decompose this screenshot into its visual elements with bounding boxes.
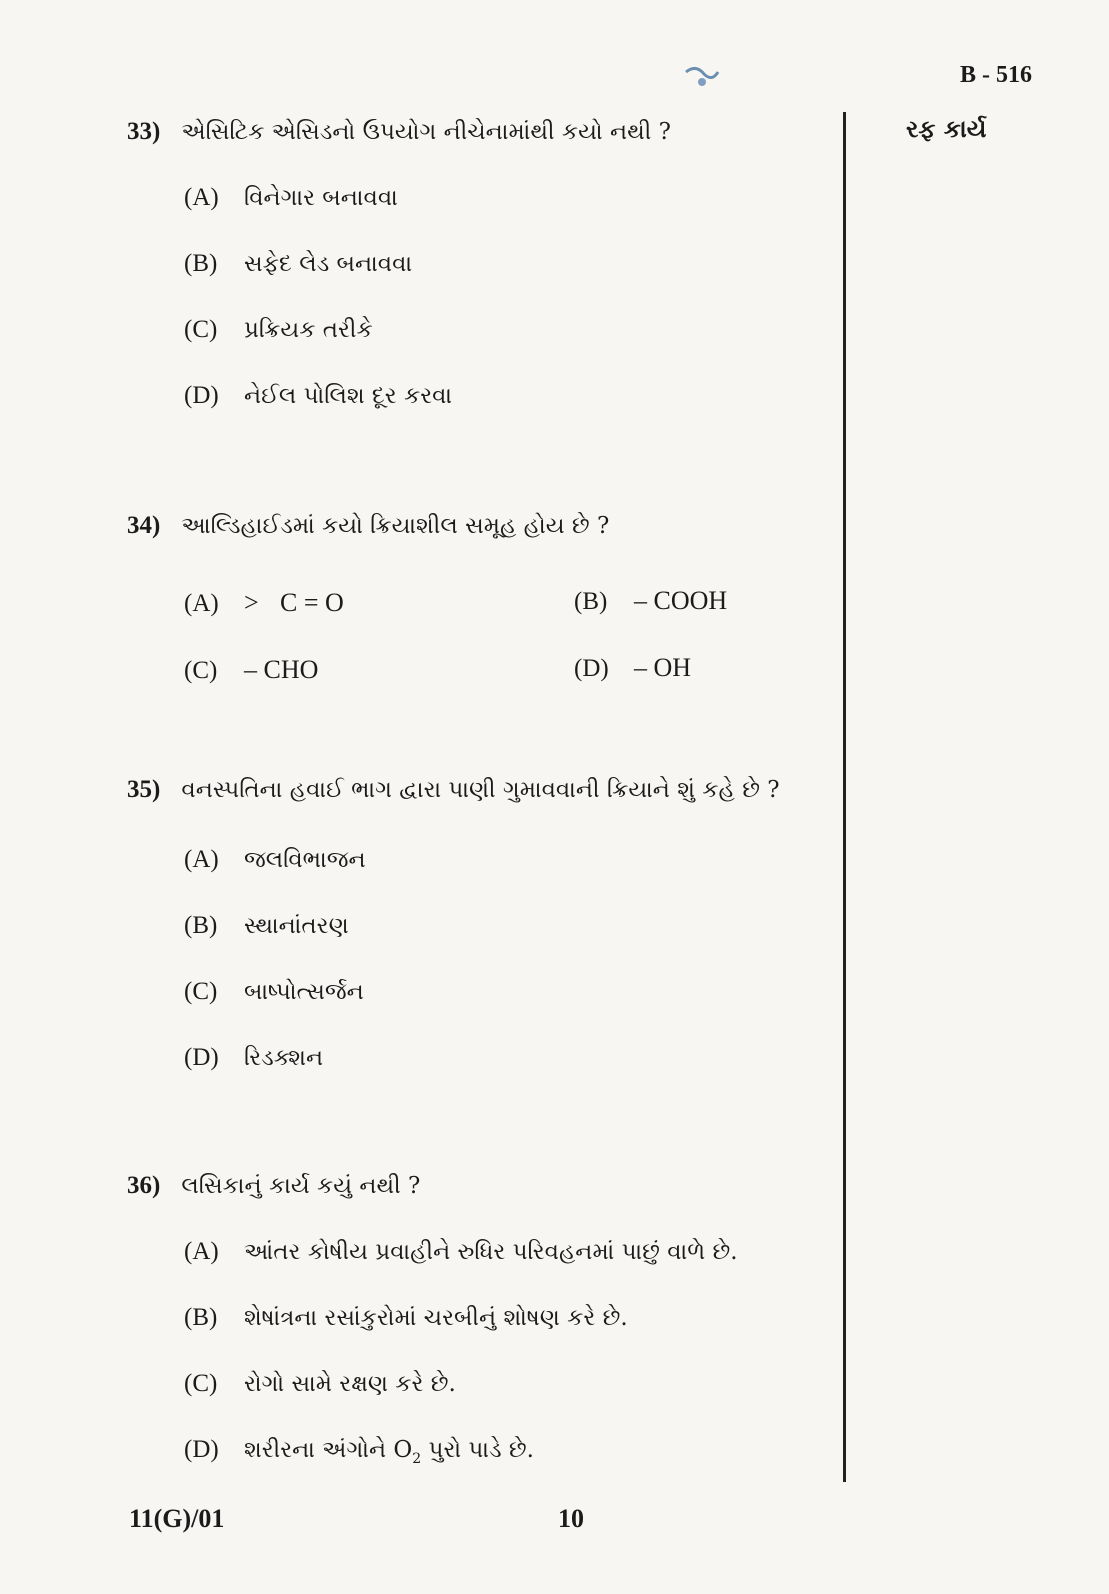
option-33-a bbox=[184, 184, 398, 212]
carbonyl-bond-icon: > bbox=[244, 588, 259, 617]
option-33-c bbox=[184, 316, 373, 344]
question-number: 34) bbox=[127, 512, 161, 539]
rough-work-label: રફ કાર્ય bbox=[906, 114, 987, 143]
option-label: (A) bbox=[184, 590, 219, 617]
option-text: – CHO bbox=[244, 655, 319, 684]
question-text: આલ્ડિહાઈડમાં કયો ક્રિયાશીલ સમૂહ હોય છે ? bbox=[181, 513, 610, 539]
footer-paper-code: 11(G)/01 bbox=[129, 1504, 225, 1533]
option-label: (B) bbox=[184, 912, 218, 939]
option-text: શેષાંત્રના રસાંકુરોમાં ચરબીનું શોષણ કરે છે. bbox=[244, 1305, 628, 1331]
option-text: C = O bbox=[280, 588, 344, 617]
option-label: (D) bbox=[184, 1436, 219, 1463]
option-label: (C) bbox=[184, 316, 218, 343]
question-text: એસિટિક એસિડનો ઉપયોગ નીચેનામાંથી કયો નથી ? bbox=[181, 119, 671, 145]
option-text-tail: પુરો પાડે છે. bbox=[421, 1437, 534, 1463]
option-36-b bbox=[184, 1304, 628, 1332]
option-text: રિડક્શન bbox=[244, 1045, 324, 1071]
option-text: જલવિભાજન bbox=[244, 847, 366, 873]
option-35-c bbox=[184, 978, 364, 1006]
question-text: લસિકાનું કાર્ય કયું નથી ? bbox=[181, 1173, 421, 1199]
question-number: 35) bbox=[127, 776, 161, 803]
option-label: (B) bbox=[574, 588, 608, 615]
option-34-c bbox=[184, 655, 318, 685]
question-35 bbox=[127, 776, 780, 804]
question-number: 36) bbox=[127, 1172, 161, 1199]
option-label: (C) bbox=[184, 657, 218, 684]
option-text: સ્થાનાંતરણ bbox=[244, 913, 349, 939]
option-35-a bbox=[184, 846, 366, 874]
footer-page-number: 10 bbox=[558, 1504, 584, 1533]
question-number: 33) bbox=[127, 118, 161, 145]
subscript: 2 bbox=[412, 1451, 422, 1467]
scan-mark-icon bbox=[682, 62, 722, 94]
option-text: નેઈલ પોલિશ દૂર કરવા bbox=[244, 383, 453, 409]
option-text: બાષ્પોત્સર્જન bbox=[244, 979, 364, 1005]
option-text: સફેદ લેડ બનાવવા bbox=[244, 251, 413, 277]
option-text: – COOH bbox=[634, 586, 728, 615]
rough-work-divider bbox=[843, 112, 846, 1482]
option-label: (D) bbox=[184, 1044, 219, 1071]
option-34-b bbox=[574, 586, 727, 616]
option-text: રોગો સામે રક્ષણ કરે છે. bbox=[244, 1371, 456, 1397]
option-33-b bbox=[184, 250, 412, 278]
option-33-d bbox=[184, 382, 452, 410]
question-33 bbox=[127, 118, 671, 146]
option-label: (C) bbox=[184, 978, 218, 1005]
option-label: (D) bbox=[574, 655, 609, 682]
option-36-a bbox=[184, 1238, 738, 1266]
question-text: વનસ્પતિના હવાઈ ભાગ દ્વારા પાણી ગુમાવવાની ક્રિયાને શું કહે છે ? bbox=[181, 777, 780, 803]
option-label: (D) bbox=[184, 382, 219, 409]
option-36-d bbox=[184, 1436, 534, 1467]
option-text: શરીરના અંગોને O bbox=[244, 1437, 413, 1463]
option-34-a bbox=[184, 588, 344, 618]
option-text: – OH bbox=[634, 653, 692, 682]
option-label: (A) bbox=[184, 846, 219, 873]
option-34-d bbox=[574, 653, 691, 683]
option-35-b bbox=[184, 912, 349, 940]
question-36 bbox=[127, 1172, 420, 1200]
option-label: (B) bbox=[184, 250, 218, 277]
option-36-c bbox=[184, 1370, 456, 1398]
option-label: (A) bbox=[184, 184, 219, 211]
question-34 bbox=[127, 512, 609, 540]
option-label: (A) bbox=[184, 1238, 219, 1265]
option-text: વિનેગાર બનાવવા bbox=[244, 185, 398, 211]
option-label: (C) bbox=[184, 1370, 218, 1397]
paper-code-header: B - 516 bbox=[960, 62, 1032, 88]
option-35-d bbox=[184, 1044, 323, 1072]
option-text: આંતર કોષીય પ્રવાહીને રુધિર પરિવહનમાં પાછું વાળે છે. bbox=[244, 1239, 738, 1265]
option-text: પ્રક્રિયક તરીકે bbox=[244, 317, 373, 343]
option-label: (B) bbox=[184, 1304, 218, 1331]
